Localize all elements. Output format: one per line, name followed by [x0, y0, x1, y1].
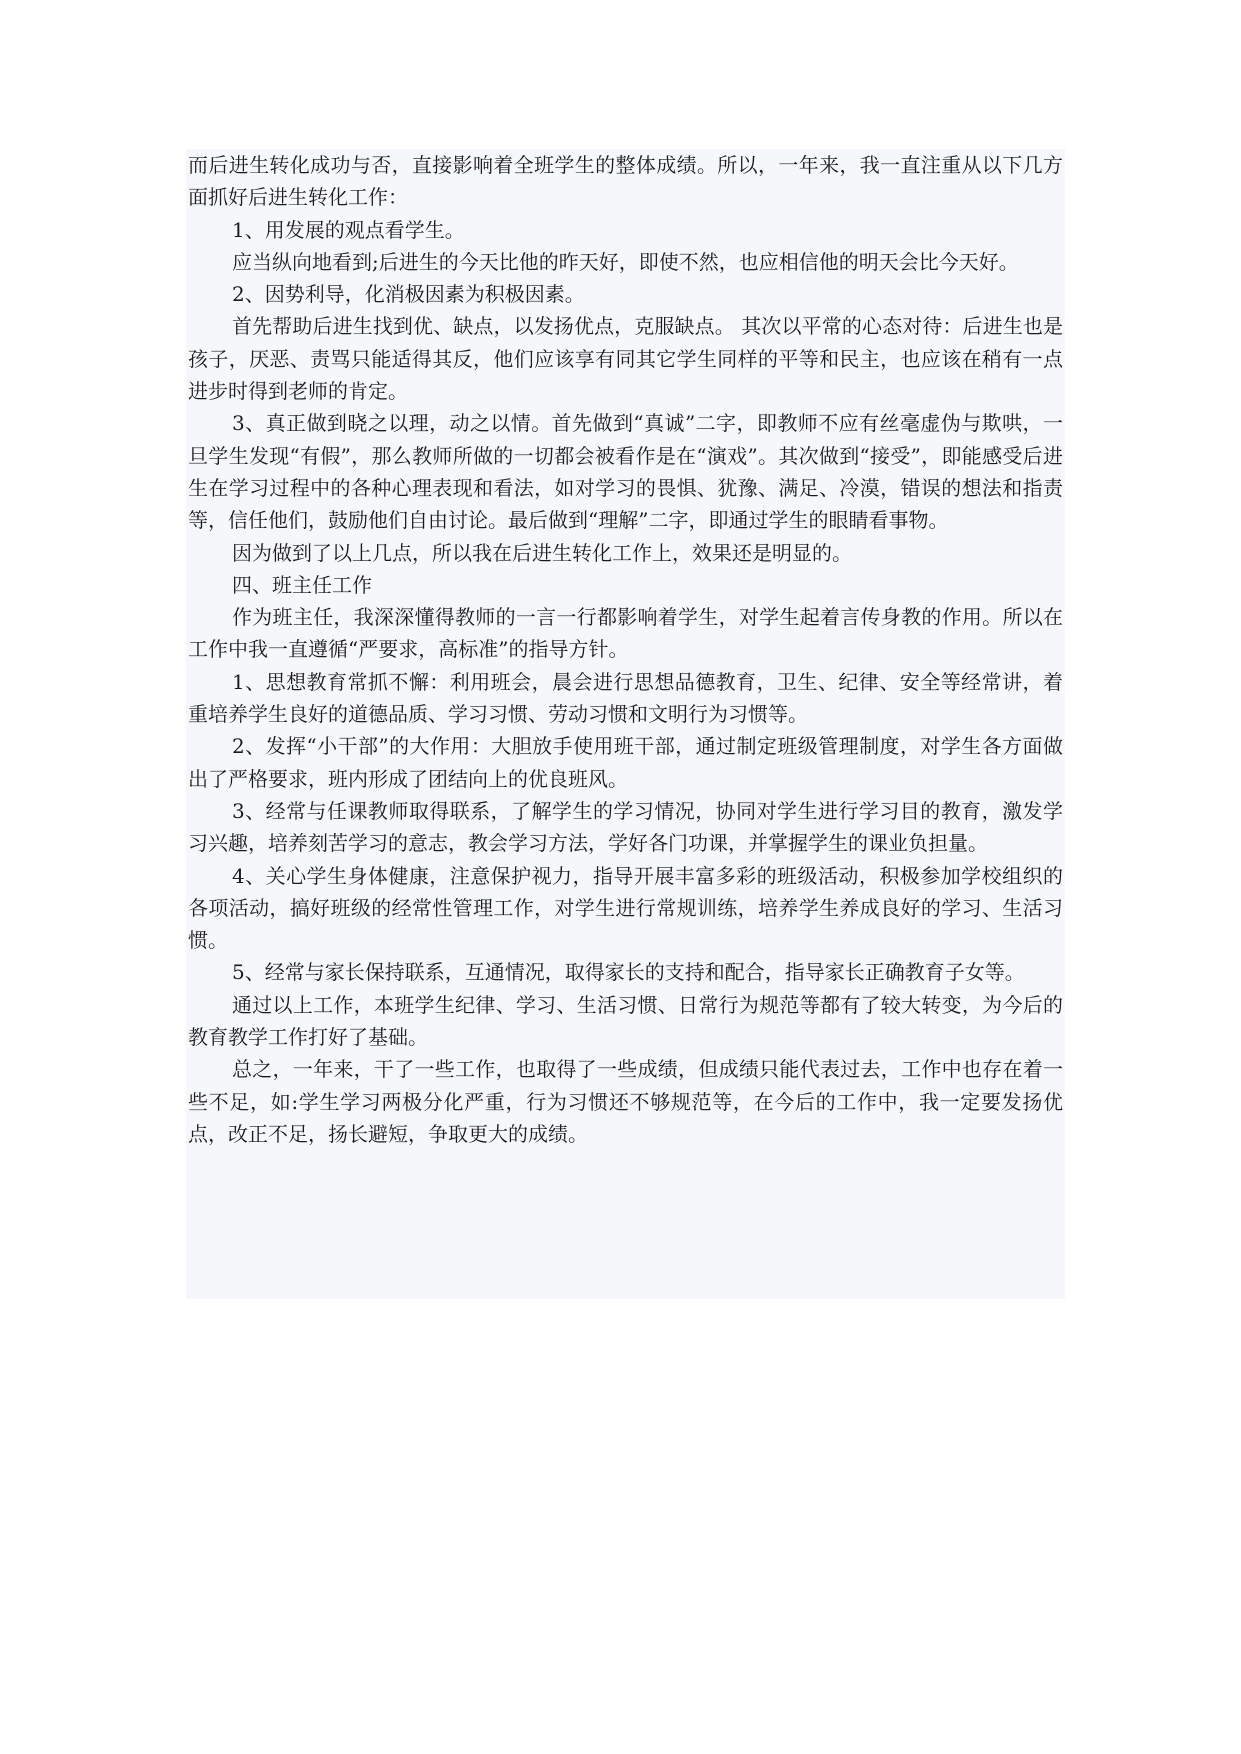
paragraph: 1、用发展的观点看学生。	[232, 217, 465, 242]
paragraph: 5、经常与家长保持联系，互通情况，取得家长的支持和配合，指导家长正确教育子女等。	[232, 960, 1025, 985]
paragraph: 因为做到了以上几点，所以我在后进生转化工作上，效果还是明显的。	[232, 540, 852, 565]
paragraph: 3、真正做到晓之以理，动之以情。首先做到“真诚”二字，即教师不应有丝毫虚伪与欺哄，一旦学生发现“有假”，那么教师所做的一切都会被看作是在“演戏”。其次做到“接受”，即能感受后进生在学习过程中的各种心理表现和看法，如对学习的畏惧、犹豫、满足、冷漠，错误的想法和指责等，信任他们，鼓励他们自由讨论。最后做到“理解”二字，即通过学生的眼睛看事物。	[188, 411, 1063, 533]
paragraph: 作为班主任，我深深懂得教师的一言一行都影响着学生，对学生起着言传身教的作用。所以在工作中我一直遵循“严要求，高标准”的指导方针。	[188, 605, 1063, 662]
section-heading: 四、班主任工作	[232, 572, 372, 597]
paragraph: 通过以上工作，本班学生纪律、学习、生活习惯、日常行为规范等都有了较大转变，为今后的教育教学工作打好了基础。	[188, 992, 1063, 1050]
paragraph: 总之，一年来，干了一些工作，也取得了一些成绩，但成绩只能代表过去，工作中也存在着一些不足，如:学生学习两极分化严重，行为习惯还不够规范等，在今后的工作中，我一定要发扬优点，改正不足，扬长避短，争取更大的成绩。	[188, 1057, 1063, 1146]
paragraph: 应当纵向地看到;后进生的今天比他的昨天好，即使不然，也应相信他的明天会比今天好。	[232, 249, 1019, 274]
paragraph: 而后进生转化成功与否，直接影响着全班学生的整体成绩。所以，一年来，我一直注重从以下几方面抓好后进生转化工作：	[188, 153, 1063, 210]
paragraph: 2、发挥“小干部”的大作用：大胆放手使用班干部，通过制定班级管理制度，对学生各方面做出了严格要求，班内形成了团结向上的优良班风。	[188, 734, 1063, 791]
paragraph: 首先帮助后进生找到优、缺点，以发扬优点，克服缺点。 其次以平常的心态对待：后进生也是孩子，厌恶、责骂只能适得其反，他们应该享有同其它学生同样的平等和民主，也应该在稍有一点进步时得到老师的肯定。	[188, 314, 1063, 404]
paragraph: 2、因势利导，化消极因素为积极因素。	[232, 282, 585, 307]
paragraph: 3、经常与任课教师取得联系，了解学生的学习情况，协同对学生进行学习目的教育，激发学习兴趣，培养刻苦学习的意志，教会学习方法，学好各门功课，并掌握学生的课业负担量。	[188, 798, 1063, 856]
document-body	[186, 149, 1065, 1299]
paragraph: 1、思想教育常抓不懈：利用班会，晨会进行思想品德教育，卫生、纪律、安全等经常讲，着重培养学生良好的道德品质、学习习惯、劳动习惯和文明行为习惯等。	[188, 669, 1063, 727]
paragraph: 4、关心学生身体健康，注意保护视力，指导开展丰富多彩的班级活动，积极参加学校组织的各项活动，搞好班级的经常性管理工作，对学生进行常规训练，培养学生养成良好的学习、生活习惯。	[188, 863, 1063, 953]
